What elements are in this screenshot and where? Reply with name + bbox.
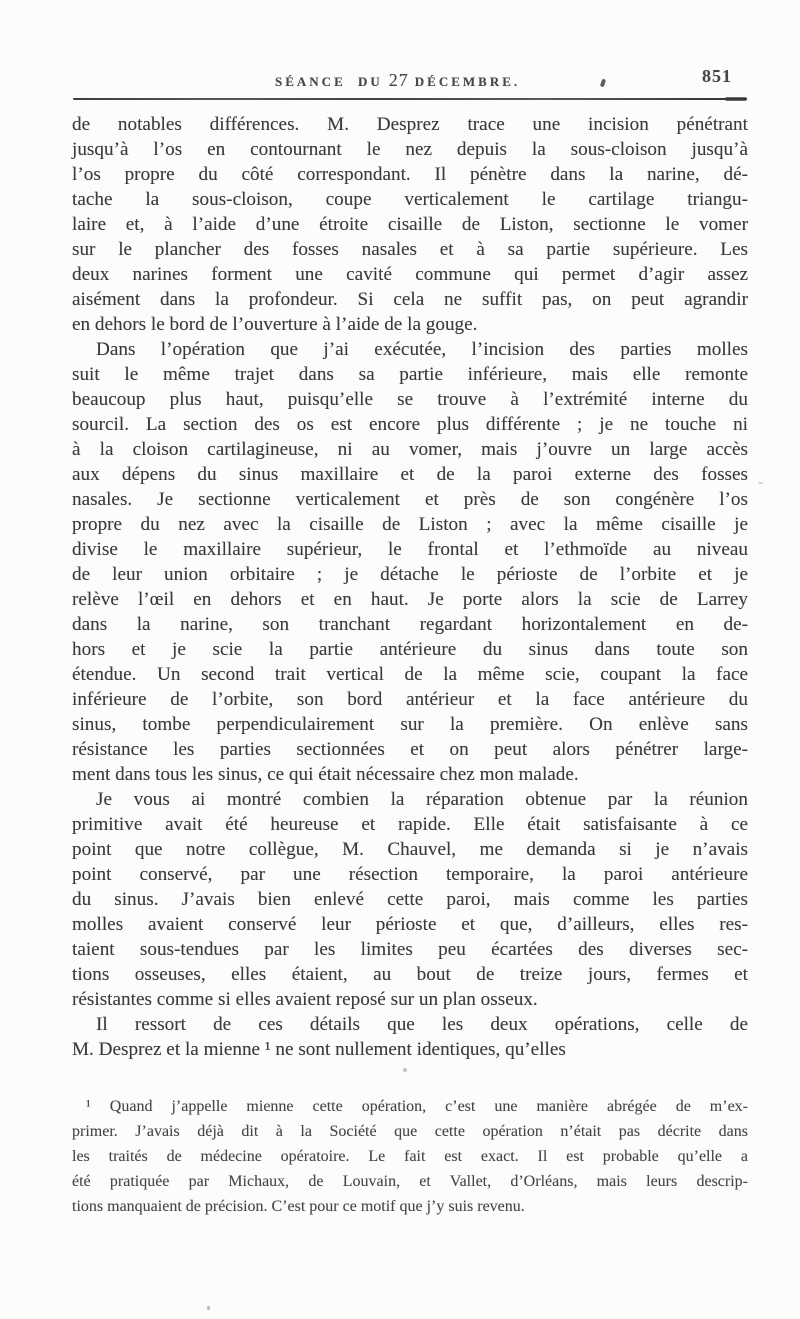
paragraph <box>72 112 748 337</box>
text-line: inférieure de l’orbite, son bord antérieur et la face antérieure du <box>72 689 748 710</box>
text-line: Il ressort de ces détails que les deux opérations, celle de <box>96 1014 748 1035</box>
text-line: relève l’œil en dehors et en haut. Je porte alors la scie de Larrey <box>72 589 748 610</box>
text-line: suit le même trajet dans sa partie inférieure, mais elle remonte <box>72 364 748 385</box>
text-line: étendue. Un second trait vertical de la même scie, coupant la face <box>72 664 748 685</box>
text-line: molles avaient conservé leur périoste et que, d’ailleurs, elles res- <box>72 914 748 935</box>
text-line: Je vous ai montré combien la réparation obtenue par la réunion <box>96 789 748 810</box>
text-line: jusqu’à l’os en contournant le nez depuis la sous-cloison jusqu’à <box>72 139 748 160</box>
footnote-line: ¹ Quand j’appelle mienne cette opération, c’est une manière abrégée de m’ex- <box>86 1098 748 1115</box>
running-title <box>275 70 520 91</box>
text-line: sourcil. La section des os est encore plus différente ; je ne touche ni <box>72 414 748 435</box>
text-line: propre du nez avec la cisaille de Liston ; avec la même cisaille je <box>72 514 748 535</box>
text-line: de leur union orbitaire ; je détache le périoste de l’orbite et je <box>72 564 748 585</box>
text-line: beaucoup plus haut, puisqu’elle se trouve à l’extrémité interne du <box>72 389 748 410</box>
footnote <box>72 1094 748 1219</box>
running-title-right: DÉCEMBRE. <box>414 74 521 89</box>
text-line: en dehors le bord de l’ouverture à l’aide de la gouge. <box>72 314 478 335</box>
ink-speck <box>758 482 763 484</box>
text-line: laire et, à l’aide d’une étroite cisaille de Liston, sectionne le vomer <box>72 214 748 235</box>
ink-speck <box>207 1306 210 1310</box>
text-line: de notables différences. M. Desprez trace une incision pénétrant <box>72 114 748 135</box>
footnote-line: tions manquaient de précision. C’est pour ce motif que j’y suis revenu. <box>72 1198 525 1215</box>
text-block <box>72 112 748 1062</box>
footnote-line: été pratiquée par Michaux, de Louvain, et Vallet, d’Orléans, mais leurs descrip- <box>72 1173 748 1190</box>
text-line: aux dépens du sinus maxillaire et de la paroi externe des fosses <box>72 464 748 485</box>
text-line: aisément dans la profondeur. Si cela ne suffit pas, on peut agrandir <box>72 289 748 310</box>
footnote-line: primer. J’avais déjà dit à la Société que cette opération n’était pas décrite dans <box>72 1123 748 1140</box>
text-line: primitive avait été heureuse et rapide. Elle était satisfaisante à ce <box>72 814 748 835</box>
text-line: divise le maxillaire supérieur, le frontal et l’ethmoïde au niveau <box>72 539 748 560</box>
text-line: point conservé, par une résection temporaire, la paroi antérieure <box>72 864 748 885</box>
page-number: 851 <box>702 66 732 86</box>
header-rule <box>73 98 747 100</box>
ink-speck <box>403 1068 407 1072</box>
paragraph <box>72 1012 748 1062</box>
text-line: l’os propre du côté correspondant. Il pénètre dans la narine, dé- <box>72 164 748 185</box>
text-line: tions osseuses, elles étaient, au bout de treize jours, fermes et <box>72 964 748 985</box>
text-line: résistance les parties sectionnées et on peut alors pénétrer large- <box>72 739 748 760</box>
running-title-date-number: 27 <box>388 70 409 90</box>
paragraph <box>72 787 748 1012</box>
text-line: hors et je scie la partie antérieure du sinus dans toute son <box>72 639 748 660</box>
text-line: sinus, tombe perpendiculairement sur la première. On enlève sans <box>72 714 748 735</box>
text-line: point que notre collègue, M. Chauvel, me demanda si je n’avais <box>72 839 748 860</box>
running-header <box>72 66 748 90</box>
text-line: à la cloison cartilagineuse, ni au vomer, mais j’ouvre un large accès <box>72 439 748 460</box>
text-line: taient sous-tendues par les limites peu écartées des diverses sec- <box>72 939 748 960</box>
text-line: du sinus. J’avais bien enlevé cette paroi, mais comme les parties <box>72 889 748 910</box>
text-line: deux narines forment une cavité commune qui permet d’agir assez <box>72 264 748 285</box>
paragraph <box>72 1094 748 1219</box>
text-line: dans la narine, son tranchant regardant horizontalement en de- <box>72 614 748 635</box>
text-line: tache la sous-cloison, coupe verticalement le cartilage triangu- <box>72 189 748 210</box>
footnote-line: les traités de médecine opératoire. Le fait est exact. Il est probable qu’elle a <box>72 1148 748 1165</box>
paragraph <box>72 337 748 787</box>
text-line: résistantes comme si elles avaient reposé sur un plan osseux. <box>72 989 538 1010</box>
text-line: ment dans tous les sinus, ce qui était nécessaire chez mon malade. <box>72 764 579 785</box>
text-line: sur le plancher des fosses nasales et à sa partie supérieure. Les <box>72 239 748 260</box>
running-title-left: SÉANCE DU <box>275 74 383 89</box>
text-line: Dans l’opération que j’ai exécutée, l’incision des parties molles <box>96 339 748 360</box>
text-line: nasales. Je sectionne verticalement et près de son congénère l’os <box>72 489 748 510</box>
text-line: M. Desprez et la mienne ¹ ne sont nullement identiques, qu’elles <box>72 1039 566 1060</box>
